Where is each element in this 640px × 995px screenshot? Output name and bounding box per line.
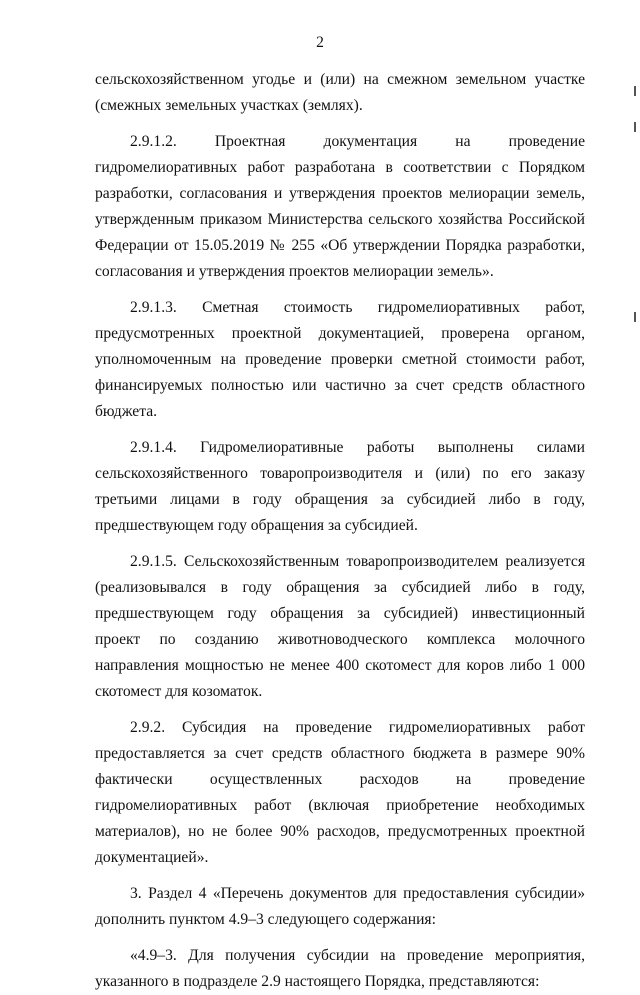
scan-edge-mark	[634, 312, 636, 322]
scan-edge-mark	[634, 122, 636, 132]
scan-edge-mark	[634, 86, 636, 96]
paragraph-continuation: сельскохозяйственном угодье и (или) на смежном земельном участке (смежных земельных участках (землях).	[95, 71, 585, 114]
paragraph-2-9-1-4: 2.9.1.4. Гидромелиоративные работы выполнены силами сельскохозяйственного товаропроизводителя и (или) по его заказу третьими лицами в году обращения за субсидией либо в году, предшествующем году обращения за субсидией.	[95, 439, 585, 534]
paragraph-2-9-1-3: 2.9.1.3. Сметная стоимость гидромелиоративных работ, предусмотренных проектной документацией, проверена органом, уполномоченным на проведение проверки сметной стоимости работ, финансируемых полностью или частично за счет средств областного бюджета.	[95, 299, 585, 420]
paragraph-2-9-2: 2.9.2. Субсидия на проведение гидромелиоративных работ предоставляется за счет средств областного бюджета в размере 90% фактически осуществленных расходов на проведение гидромелиоративных работ (включая приобретение необходимых материалов), но не более 90% расходов, предусмотренных проектной документацией».	[95, 719, 585, 866]
document-body	[95, 67, 585, 995]
paragraph-2-9-1-5: 2.9.1.5. Сельскохозяйственным товаропроизводителем реализуется (реализовывался в году обращения за субсидией либо в году, предшествующем году обращения за субсидией) инвестиционный проект по созданию животноводческого комплекса молочного направления мощностью не менее 400 скотомест для коров либо 1 000 скотомест для козоматок.	[95, 553, 585, 700]
paragraph-item-4-9-3: «4.9–3. Для получения субсидии на проведение мероприятия, указанного в подразделе 2.9 настоящего Порядка, представляются:	[95, 947, 585, 990]
paragraph-2-9-1-2: 2.9.1.2. Проектная документация на проведение гидромелиоративных работ разработана в соответствии с Порядком разработки, согласования и утверждения проектов мелиорации земель, утвержденным приказом Министерства сельского хозяйства Российской Федерации от 15.05.2019 № 255 «Об утверждении Порядка разработки, согласования и утверждения проектов мелиорации земель».	[95, 133, 585, 280]
paragraph-item-3: 3. Раздел 4 «Перечень документов для предоставления субсидии» дополнить пунктом 4.9–3 следующего содержания:	[95, 885, 585, 928]
page-number: 2	[316, 34, 324, 51]
